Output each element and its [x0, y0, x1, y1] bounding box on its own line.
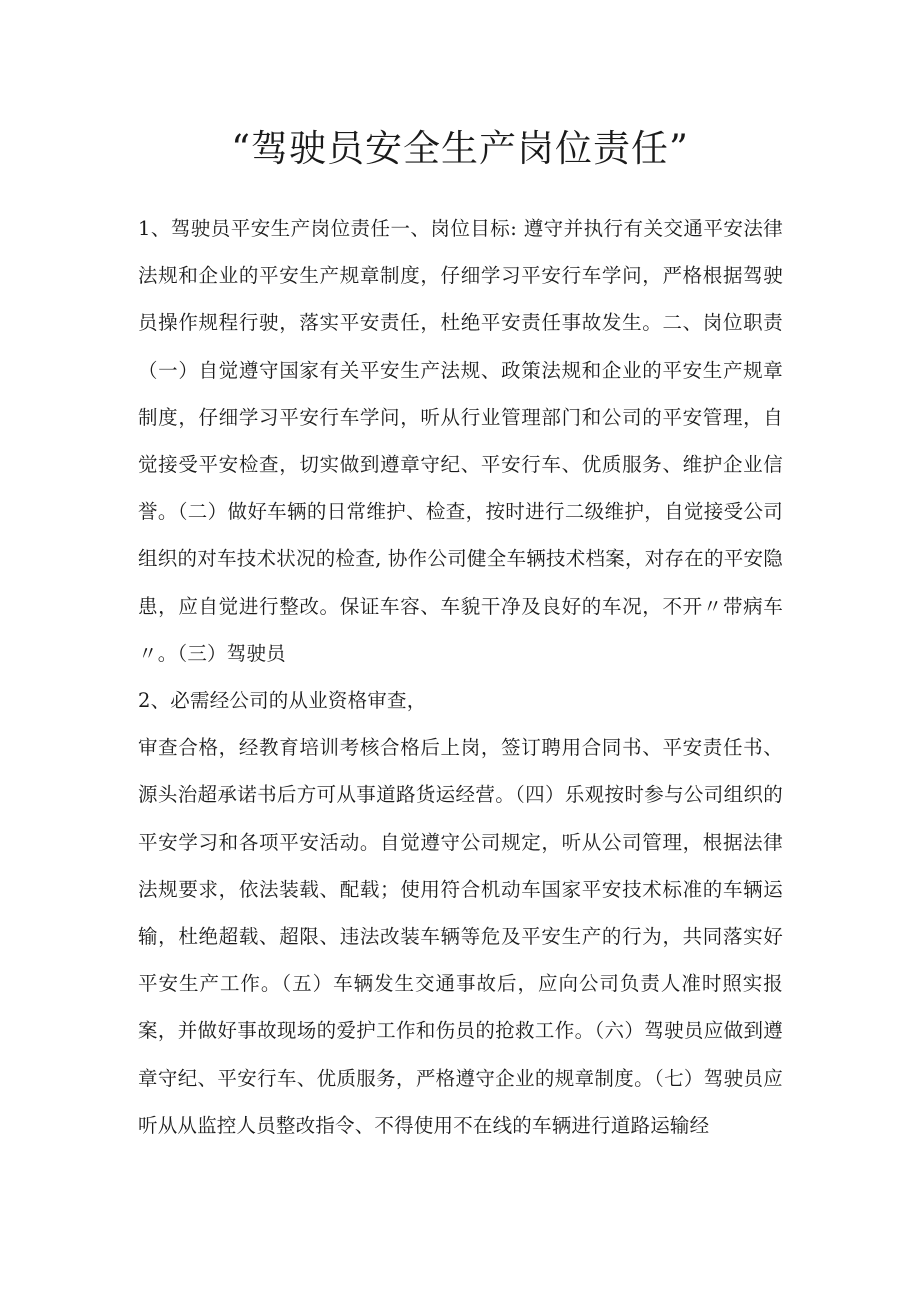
paragraph-2-lead: 2、必需经公司的从业资格审查，: [138, 689, 427, 713]
document-body: [138, 205, 783, 1149]
paragraph-1: 1、驾驶员平安生产岗位责任一、岗位目标: 遵守并执行有关交通平安法律法规和企业的平安生产规章制度，仔细学习平安行车学问，严格根据驾驶员操作规程行驶，落实平安责任，杜绝平安责任事故发生。二、岗位职责（一）自觉遵守国家有关平安生产法规、政策法规和企业的平安生产规章制度，仔细学习平安行车学问，听从行业管理部门和公司的平安管理，自觉接受平安检查，切实做到遵章守纪、平安行车、优质服务、维护企业信誉。（二）做好车辆的日常维护、检查，按时进行二级维护，自觉接受公司组织的对车技术状况的检查, 协作公司健全车辆技术档案，对存在的平安隐患，应自觉进行整改。保证车容、车貌干净及良好的车况，不开〃带病车〃。（三）驾驶员: [138, 217, 783, 665]
document-title: “驾驶员安全生产岗位责任”: [231, 127, 689, 170]
paragraph-2-rest: 审查合格，经教育培训考核合格后上岗，签订聘用合同书、平安责任书、源头治超承诺书后方可从事道路货运经营。（四）乐观按时参与公司组织的平安学习和各项平安活动。自觉遵守公司规定，听从公司管理，根据法律法规要求，依法装载、配载；使用符合机动车国家平安技术标准的车辆运输，杜绝超载、超限、违法改装车辆等危及平安生产的行为，共同落实好平安生产工作。（五）车辆发生交通事故后，应向公司负责人准时照实报案，并做好事故现场的爱护工作和伤员的抢救工作。（六）驾驶员应做到遵章守纪、平安行车、优质服务，严格遵守企业的规章制度。（七）驾驶员应听从从监控人员整改指令、不得使用不在线的车辆进行道路运输经: [138, 736, 783, 1137]
paragraph-2: [138, 677, 783, 1149]
